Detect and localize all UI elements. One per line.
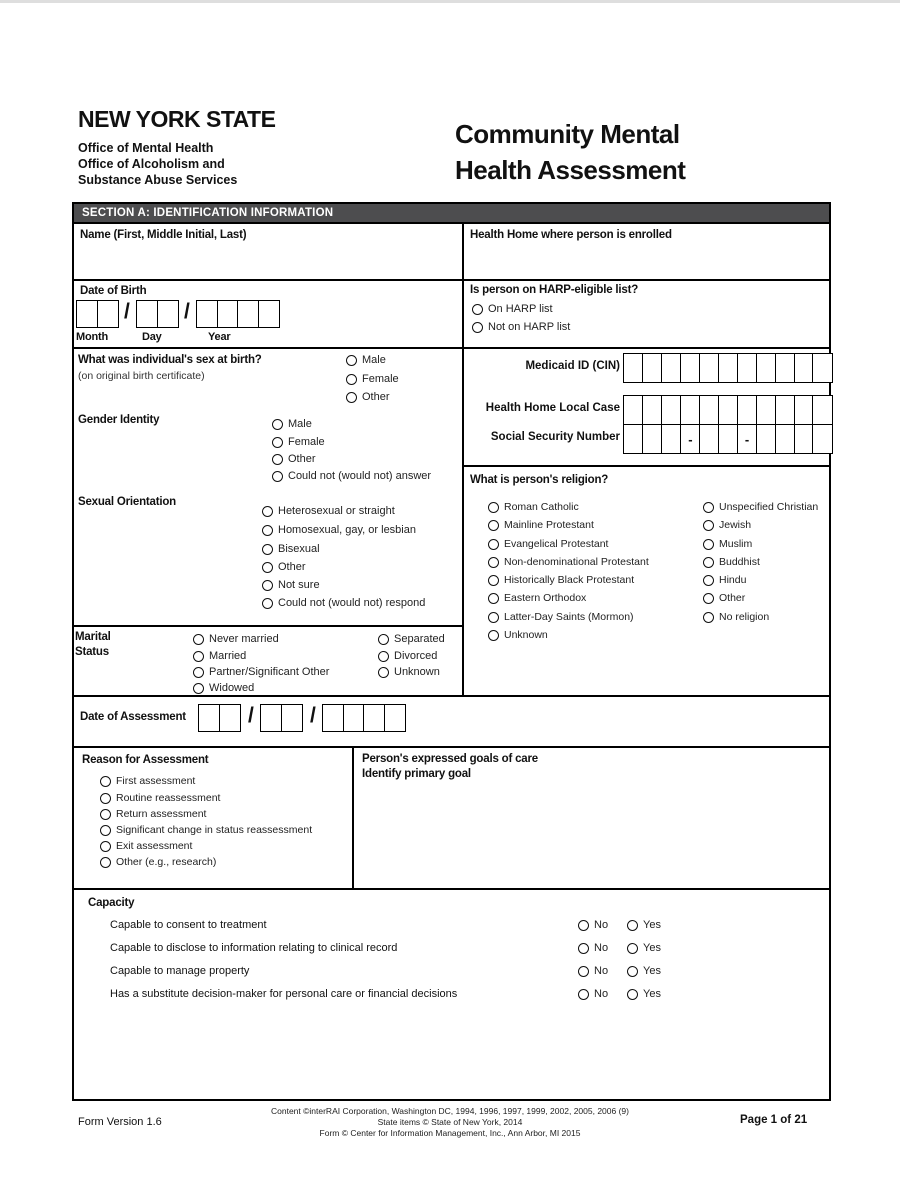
dob-slash: / (124, 300, 130, 323)
capacity-no-option[interactable] (578, 919, 608, 931)
digit-box[interactable] (642, 395, 663, 425)
digit-box[interactable] (661, 424, 682, 454)
gender-identity-label: Gender Identity (78, 414, 160, 426)
harp-question: Is person on HARP-eligible list? (470, 284, 639, 296)
health-home-case-label: Health Home Local Case (485, 402, 620, 414)
capacity-item: Capable to disclose to information relating to clinical record (110, 942, 398, 954)
radio-icon[interactable] (272, 419, 283, 430)
gender-option[interactable] (272, 436, 325, 448)
option-label: Other (278, 561, 306, 573)
radio-icon[interactable] (272, 471, 283, 482)
radio-icon[interactable] (100, 841, 111, 852)
option-label: Jewish (719, 519, 752, 531)
office-line: Office of Mental Health (78, 141, 214, 155)
radio-icon[interactable] (488, 557, 499, 568)
marital-label: Status (75, 646, 109, 658)
religion-option[interactable] (703, 556, 760, 568)
option-label: On HARP list (488, 303, 553, 315)
option-label: Exit assessment (116, 840, 193, 852)
digit-box[interactable] (661, 395, 682, 425)
option-label: Hindu (719, 574, 747, 586)
marital-option[interactable] (193, 666, 329, 678)
page-number: Page 1 of 21 (740, 1114, 808, 1126)
radio-icon[interactable] (627, 989, 638, 1000)
radio-icon[interactable] (488, 502, 499, 513)
form-version: Form Version 1.6 (78, 1116, 162, 1128)
radio-icon[interactable] (703, 520, 714, 531)
digit-box[interactable] (642, 353, 663, 383)
digit-box[interactable] (260, 704, 282, 732)
radio-icon[interactable] (378, 651, 389, 662)
radio-icon[interactable] (346, 355, 357, 366)
radio-icon[interactable] (378, 667, 389, 678)
goals-line1: Person's expressed goals of care (362, 753, 538, 765)
orientation-option[interactable] (262, 543, 320, 555)
radio-icon[interactable] (488, 575, 499, 586)
radio-icon[interactable] (488, 539, 499, 550)
divider (72, 625, 464, 627)
marital-option[interactable] (193, 650, 246, 662)
digit-box[interactable] (775, 424, 796, 454)
option-label: Unknown (394, 666, 440, 678)
orientation-option[interactable] (262, 579, 320, 591)
digit-box[interactable] (281, 704, 303, 732)
option-label: Not on HARP list (488, 321, 571, 333)
orientation-option[interactable] (262, 524, 416, 536)
digit-box[interactable] (343, 704, 365, 732)
radio-icon[interactable] (193, 634, 204, 645)
orientation-option[interactable] (262, 561, 306, 573)
divider (72, 888, 831, 890)
marital-option[interactable] (193, 633, 279, 645)
option-label: Return assessment (116, 808, 207, 820)
digit-box[interactable] (794, 353, 815, 383)
health-home-case-boxes[interactable] (625, 395, 833, 425)
religion-option[interactable] (488, 629, 548, 641)
digit-box[interactable] (699, 424, 720, 454)
digit-box[interactable] (198, 704, 220, 732)
religion-option[interactable] (488, 574, 634, 586)
digit-box[interactable] (718, 424, 739, 454)
radio-icon[interactable] (262, 544, 273, 555)
religion-option[interactable] (488, 592, 586, 604)
radio-icon[interactable] (703, 557, 714, 568)
divider (72, 695, 831, 697)
harp-option[interactable] (472, 303, 553, 315)
capacity-item: Has a substitute decision-maker for personal care or financial decisions (110, 988, 458, 1000)
assessment-date-label: Date of Assessment (80, 711, 186, 723)
digit-box[interactable] (157, 300, 179, 328)
option-label: Roman Catholic (504, 501, 579, 513)
radio-icon[interactable] (703, 539, 714, 550)
digit-box[interactable] (756, 353, 777, 383)
option-label: Yes (643, 919, 661, 931)
religion-option[interactable] (703, 538, 752, 550)
capacity-yes-option[interactable] (627, 919, 661, 931)
dob-month-boxes[interactable] (78, 300, 119, 328)
option-label: Yes (643, 988, 661, 1000)
divider (352, 746, 354, 888)
sex-birth-option[interactable] (346, 373, 399, 385)
option-label: Could not (would not) respond (278, 597, 426, 609)
dob-day-boxes[interactable] (138, 300, 179, 328)
radio-icon[interactable] (100, 857, 111, 868)
assessment-year-boxes[interactable] (324, 704, 406, 732)
dob-year-label: Year (208, 331, 231, 343)
digit-box[interactable] (237, 300, 259, 328)
option-label: Partner/Significant Other (209, 666, 330, 678)
digit-box[interactable] (642, 424, 663, 454)
dob-day-label: Day (142, 331, 162, 343)
radio-icon[interactable] (578, 966, 589, 977)
medicaid-id-label: Medicaid ID (CIN) (525, 360, 620, 372)
religion-question: What is person's religion? (470, 474, 609, 486)
option-label: Other (362, 391, 390, 403)
reason-option[interactable] (100, 824, 312, 836)
digit-box[interactable] (718, 353, 739, 383)
form-title (455, 116, 685, 188)
radio-icon[interactable] (346, 392, 357, 403)
reason-label: Reason for Assessment (82, 754, 209, 766)
radio-icon[interactable] (627, 966, 638, 977)
dob-year-boxes[interactable] (198, 300, 280, 328)
religion-option[interactable] (488, 556, 649, 568)
digit-box[interactable] (775, 395, 796, 425)
divider (462, 224, 464, 695)
capacity-yes-option[interactable] (627, 988, 661, 1000)
marital-option[interactable] (193, 682, 254, 694)
option-label: Female (362, 373, 399, 385)
option-label: Significant change in status reassessment (116, 824, 313, 836)
digit-box[interactable] (737, 353, 758, 383)
radio-icon[interactable] (262, 506, 273, 517)
digit-box[interactable] (699, 353, 720, 383)
assessment-slash: / (310, 704, 316, 727)
religion-option[interactable] (703, 519, 751, 531)
option-label: Historically Black Protestant (504, 574, 635, 586)
digit-box[interactable] (217, 300, 239, 328)
radio-icon[interactable] (488, 520, 499, 531)
digit-box[interactable] (775, 353, 796, 383)
option-label: Other (288, 453, 316, 465)
sex-birth-note: (on original birth certificate) (78, 370, 205, 382)
radio-icon[interactable] (272, 437, 283, 448)
religion-option[interactable] (703, 574, 746, 586)
sex-birth-option[interactable] (346, 391, 390, 403)
footer-copyright (245, 1106, 655, 1139)
religion-option[interactable] (488, 501, 579, 513)
religion-option[interactable] (703, 501, 818, 513)
digit-box[interactable] (384, 704, 406, 732)
capacity-no-option[interactable] (578, 965, 608, 977)
option-label: Muslim (719, 538, 753, 550)
agency-offices (78, 140, 237, 188)
divider (72, 279, 831, 281)
health-home-field-label: Health Home where person is enrolled (470, 229, 672, 241)
dash-box: - (737, 424, 758, 454)
option-label: Buddhist (719, 556, 760, 568)
digit-box[interactable] (680, 395, 701, 425)
radio-icon[interactable] (488, 612, 499, 623)
radio-icon[interactable] (100, 776, 111, 787)
form-title-line1: Community Mental (455, 119, 680, 149)
digit-box[interactable] (699, 395, 720, 425)
divider (72, 347, 831, 349)
reason-option[interactable] (100, 808, 206, 820)
religion-option[interactable] (703, 611, 769, 623)
option-label: Other (719, 592, 746, 604)
capacity-label: Capacity (88, 897, 135, 909)
assessment-month-boxes[interactable] (200, 704, 241, 732)
religion-option[interactable] (488, 611, 634, 623)
religion-option[interactable] (488, 538, 608, 550)
footer-line: Content ©interRAI Corporation, Washington DC, 1994, 1996, 1997, 1999, 2002, 2005, 2006 (9) (271, 1106, 629, 1116)
option-label: Separated (394, 633, 445, 645)
agency-name: NEW YORK STATE (78, 106, 276, 132)
digit-box[interactable] (812, 424, 833, 454)
harp-option[interactable] (472, 321, 570, 333)
sexual-orientation-label: Sexual Orientation (78, 496, 177, 508)
radio-icon[interactable] (472, 304, 483, 315)
radio-icon[interactable] (100, 809, 111, 820)
digit-box[interactable] (196, 300, 218, 328)
marital-option[interactable] (378, 666, 440, 678)
digit-box[interactable] (794, 424, 815, 454)
capacity-no-option[interactable] (578, 942, 608, 954)
digit-box[interactable] (76, 300, 98, 328)
name-field-label: Name (First, Middle Initial, Last) (80, 229, 247, 241)
digit-box[interactable] (661, 353, 682, 383)
option-label: Yes (643, 942, 661, 954)
digit-box[interactable] (756, 424, 777, 454)
section-a-header: SECTION A: IDENTIFICATION INFORMATION (72, 202, 831, 224)
radio-icon[interactable] (488, 630, 499, 641)
digit-box[interactable] (623, 353, 644, 383)
radio-icon[interactable] (378, 634, 389, 645)
scan-edge-line (0, 0, 900, 3)
marital-label: Marital (75, 631, 111, 643)
option-label: Unspecified Christian (719, 501, 819, 513)
capacity-yes-option[interactable] (627, 965, 661, 977)
office-line: Office of Alcoholism and (78, 157, 225, 171)
marital-option[interactable] (378, 633, 445, 645)
option-label: Female (288, 436, 325, 448)
radio-icon[interactable] (472, 322, 483, 333)
radio-icon[interactable] (703, 575, 714, 586)
radio-icon[interactable] (262, 562, 273, 573)
religion-option[interactable] (488, 519, 594, 531)
digit-box[interactable] (718, 395, 739, 425)
option-label: No (594, 942, 609, 954)
radio-icon[interactable] (100, 793, 111, 804)
marital-option[interactable] (378, 650, 437, 662)
option-label: Routine reassessment (116, 792, 221, 804)
sex-birth-option[interactable] (346, 354, 386, 366)
assessment-day-boxes[interactable] (262, 704, 303, 732)
radio-icon[interactable] (262, 598, 273, 609)
radio-icon[interactable] (193, 667, 204, 678)
ssn-boxes[interactable] (625, 424, 833, 454)
option-label: Evangelical Protestant (504, 538, 609, 550)
radio-icon[interactable] (578, 920, 589, 931)
radio-icon[interactable] (488, 593, 499, 604)
option-label: Married (209, 650, 247, 662)
radio-icon[interactable] (262, 525, 273, 536)
assessment-slash: / (248, 704, 254, 727)
option-label: Unknown (504, 629, 548, 641)
radio-icon[interactable] (262, 580, 273, 591)
reason-option[interactable] (100, 856, 216, 868)
dob-month-label: Month (76, 331, 108, 343)
reason-option[interactable] (100, 775, 195, 787)
option-label: Non-denominational Protestant (504, 556, 649, 568)
digit-box[interactable] (258, 300, 280, 328)
religion-option[interactable] (703, 592, 745, 604)
digit-box[interactable] (623, 424, 644, 454)
sex-birth-question: What was individual's sex at birth? (78, 354, 262, 366)
option-label: Male (288, 418, 312, 430)
ssn-label: Social Security Number (490, 431, 620, 443)
radio-icon[interactable] (193, 651, 204, 662)
option-label: Divorced (394, 650, 438, 662)
digit-box[interactable] (219, 704, 241, 732)
radio-icon[interactable] (703, 612, 714, 623)
dob-label: Date of Birth (80, 285, 147, 297)
digit-box[interactable] (136, 300, 158, 328)
goals-line2: Identify primary goal (362, 768, 471, 780)
digit-box[interactable] (680, 353, 701, 383)
digit-box[interactable] (623, 395, 644, 425)
form-title-line2: Health Assessment (455, 155, 686, 185)
divider (72, 746, 831, 748)
orientation-option[interactable] (262, 505, 395, 517)
radio-icon[interactable] (272, 454, 283, 465)
capacity-item: Capable to consent to treatment (110, 919, 267, 931)
digit-box[interactable] (812, 353, 833, 383)
digit-box[interactable] (812, 395, 833, 425)
radio-icon[interactable] (346, 374, 357, 385)
option-label: No (594, 965, 609, 977)
option-label: Not sure (278, 579, 320, 591)
digit-box[interactable] (737, 395, 758, 425)
option-label: Yes (643, 965, 661, 977)
option-label: Could not (would not) answer (288, 470, 432, 482)
option-label: Eastern Orthodox (504, 592, 587, 604)
office-line: Substance Abuse Services (78, 173, 238, 187)
option-label: No (594, 988, 609, 1000)
capacity-item: Capable to manage property (110, 965, 250, 977)
dash-box: - (680, 424, 701, 454)
digit-box[interactable] (756, 395, 777, 425)
option-label: No religion (719, 611, 770, 623)
divider (462, 465, 831, 467)
reason-option[interactable] (100, 840, 192, 852)
capacity-no-option[interactable] (578, 988, 608, 1000)
medicaid-id-boxes[interactable] (625, 353, 833, 383)
gender-option[interactable] (272, 470, 431, 482)
radio-icon[interactable] (100, 825, 111, 836)
radio-icon[interactable] (578, 943, 589, 954)
option-label: Never married (209, 633, 279, 645)
reason-option[interactable] (100, 792, 220, 804)
gender-option[interactable] (272, 453, 316, 465)
option-label: Homosexual, gay, or lesbian (278, 524, 416, 536)
digit-box[interactable] (97, 300, 119, 328)
gender-option[interactable] (272, 418, 312, 430)
footer-line: Form © Center for Information Management, Inc., Ann Arbor, MI 2015 (319, 1128, 581, 1138)
radio-icon[interactable] (627, 920, 638, 931)
option-label: Other (e.g., research) (116, 856, 217, 868)
radio-icon[interactable] (627, 943, 638, 954)
option-label: Mainline Protestant (504, 519, 594, 531)
dob-slash: / (184, 300, 190, 323)
radio-icon[interactable] (703, 502, 714, 513)
option-label: Widowed (209, 682, 255, 694)
capacity-yes-option[interactable] (627, 942, 661, 954)
option-label: Heterosexual or straight (278, 505, 395, 517)
option-label: First assessment (116, 775, 196, 787)
radio-icon[interactable] (193, 683, 204, 694)
orientation-option[interactable] (262, 597, 425, 609)
option-label: Bisexual (278, 543, 320, 555)
option-label: No (594, 919, 609, 931)
digit-box[interactable] (322, 704, 344, 732)
option-label: Male (362, 354, 386, 366)
digit-box[interactable] (794, 395, 815, 425)
footer-line: State items © State of New York, 2014 (377, 1117, 523, 1127)
radio-icon[interactable] (703, 593, 714, 604)
radio-icon[interactable] (578, 989, 589, 1000)
digit-box[interactable] (363, 704, 385, 732)
option-label: Latter-Day Saints (Mormon) (504, 611, 634, 623)
